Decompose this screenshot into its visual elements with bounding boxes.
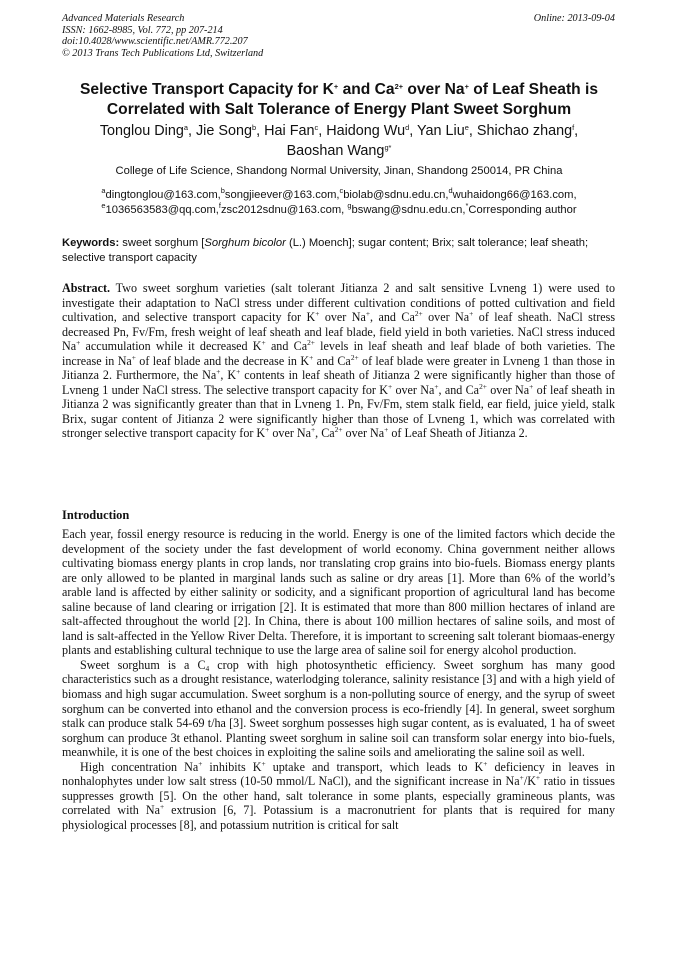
affiliation: College of Life Science, Shandong Normal University, Jinan, Shandong 250014, PR China: [115, 165, 563, 177]
email-address[interactable]: $^d$wuhaidong66@163.com,: [448, 186, 577, 201]
author-list: [40, 122, 638, 161]
abstract-label: Abstract.: [62, 281, 111, 295]
corresponding-note: *Corresponding author: [465, 201, 577, 217]
email-address[interactable]: $^c$biolab@sdnu.edu.cn,: [339, 186, 449, 201]
email-address[interactable]: $^b$songjieever@163.com,: [220, 186, 340, 201]
email-address[interactable]: $^f$zsc2012sdnu@163.com,: [218, 201, 348, 217]
section-heading-introduction: Introduction: [62, 508, 130, 522]
email-list: [40, 188, 638, 218]
doi-line: doi:10.4028/www.scientific.net/AMR.772.207: [62, 36, 248, 48]
issn-line: ISSN: 1662-8985, Vol. 772, pp 207-214: [62, 24, 223, 36]
author: Jie Song$^b$,: [195, 123, 265, 139]
journal-name: Advanced Materials Research: [62, 13, 185, 24]
author: Hai Fan$^c$,: [264, 123, 327, 139]
paragraph: High concentration Na+ inhibits K+ uptake and transport, which leads to K+ deficiency in leaves in nonhalophytes under low salt stress (10-50 mmol/L NaCl), and the significant increase in Na+/K+ ratio in tissues suppresses growth [5]. On the other hand, salt tolerance in some plants, especially gramineous plants, was correlated with Na+ extrusion [6, 7]. Potassium is a macronutrient for plants that is required for many physiological processes [8], and potassium nutrition is critical for salt: [62, 758, 616, 832]
online-date: Online: 2013-09-04: [533, 13, 615, 24]
author: Yan Liu$^e$,: [417, 123, 477, 139]
paragraph: Each year, fossil energy resource is reducing in the world. Energy is one of the limited factors which decide the development of the society under the fast development of world economy. China government neither allows cultivating biomass energy plants in crop lands, nor translating crop grains into bio-fuels. Biomass energy plants are only allowed to be planted in marginal lands such as saline or dry areas [1]. More than 6% of the world’s arable land is affected by either salinity or sodicity, and a significant proportion of agricultural land has become saline because of land clearing or irrigation [2]. It is estimated that more than 800 million hectares of inland are salt-affected throughout the world [2]. In China, there is about 100 million hectares of saline soils, and most of land is salt-affected in the Yellow River Delta. Therefore, it is important to screening salt tolerant biomaas-energy plants and establishing cultural technique to use the large area of saline soil for energy alcohol production.: [62, 527, 615, 658]
paper-title: Selective Transport Capacity for K+ and $Ca^{2+}$ over Na+ of Leaf Sheath is Correlated with Salt Tolerance of Energy Plant Sweet Sorghum: [80, 81, 598, 118]
paragraph: Sweet sorghum is a $C_4$ crop with high photosynthetic efficiency. Sweet sorghum has many good characteristics such as a drought resistance, waterlodging tolerance, salinity resistance [3] and with a high yield of biomass and high sugar accumulation. Sweet sorghum is a non-polluting source of energy, and the syrup of sweet sorghum can be converted into ethanol and the conversion process is eco-friendly [4]. In general, sweet sorghum stalk can produce stalk 54-69 t/ha [3]. Sweet sorghum possesses high sugar content, as is evaluated, 1 ha of sweet sorghum can produce 3t ethanol. Planting sweet sorghum in saline soil can transform solar energy into bio-fuels, meanwhile, it is one of the best choices in exploiting the saline soils and ameliorating the saline soil as well.: [62, 657, 615, 760]
author: Baoshan Wang$^{g*}$: [286, 142, 392, 159]
introduction-body: [62, 527, 615, 832]
copyright-line: © 2013 Trans Tech Publications Ltd, Switzerland: [62, 47, 264, 59]
author: Haidong Wu$^d$,: [326, 123, 418, 139]
abstract: Abstract. Two sweet sorghum varieties (salt tolerant Jitianza 2 and salt sensitive Lvneng 1) were used to investigate their adaptation to NaCl stress under different cultivation conditions of potted cultivation and field cultivation, and selective transport capacity for K+ over Na+, and $Ca^{2+}$ over Na+ of leaf sheath. NaCl stress decreased Pn, Fv/Fm, fresh weight of leaf sheath and leaf blade, field yield in both varieties. NaCl stress induced Na+ accumulation while it decreased K+ and $Ca^{2+}$ levels in leaf sheath and leaf blade of both varieties. The increase in Na+ of leaf blade and the decrease in K+ and $Ca^{2+}$ of leaf blade were greater in Lvneng 1 than those in Jitianza 2. Furthermore, the Na+, K+ contents in leaf sheath of Jitianza 2 were significantly higher than those of Lvneng 1 under NaCl stress. The selective transport capacity for K+ over Na+, and $Ca^{2+}$ over Na+ of leaf sheath in Jitianza 2 was significantly greater than that in Lvneng 1. Pn, Fv/Fm, stem stalk field, ear field, juice yield, stalk Brix, sugar content of Jitianza 2 were significantly higher than those of Lvneng 1, which was correlated with stronger selective transport capacity for K+ over Na+, $Ca^{2+}$ over Na+ of Leaf Sheath of Jitianza 2.: [62, 281, 616, 441]
journal-header: [62, 13, 263, 59]
email-address[interactable]: $^e$1036563583@qq.com,: [101, 201, 219, 217]
author: Tonglou Ding$^a$,: [99, 123, 196, 139]
keywords-label: Keywords:: [62, 237, 120, 249]
email-address[interactable]: $^a$dingtonglou@163.com,: [101, 186, 221, 201]
keywords: Keywords: sweet sorghum [Sorghum bicolor (L.) Moench]; sugar content; Brix; salt tolerance; leaf sheath; selective transport capacity: [62, 237, 589, 264]
author: Shichao zhang$^f$,: [476, 123, 579, 139]
email-address[interactable]: $^g$bswang@sdnu.edu.cn,: [347, 201, 466, 217]
